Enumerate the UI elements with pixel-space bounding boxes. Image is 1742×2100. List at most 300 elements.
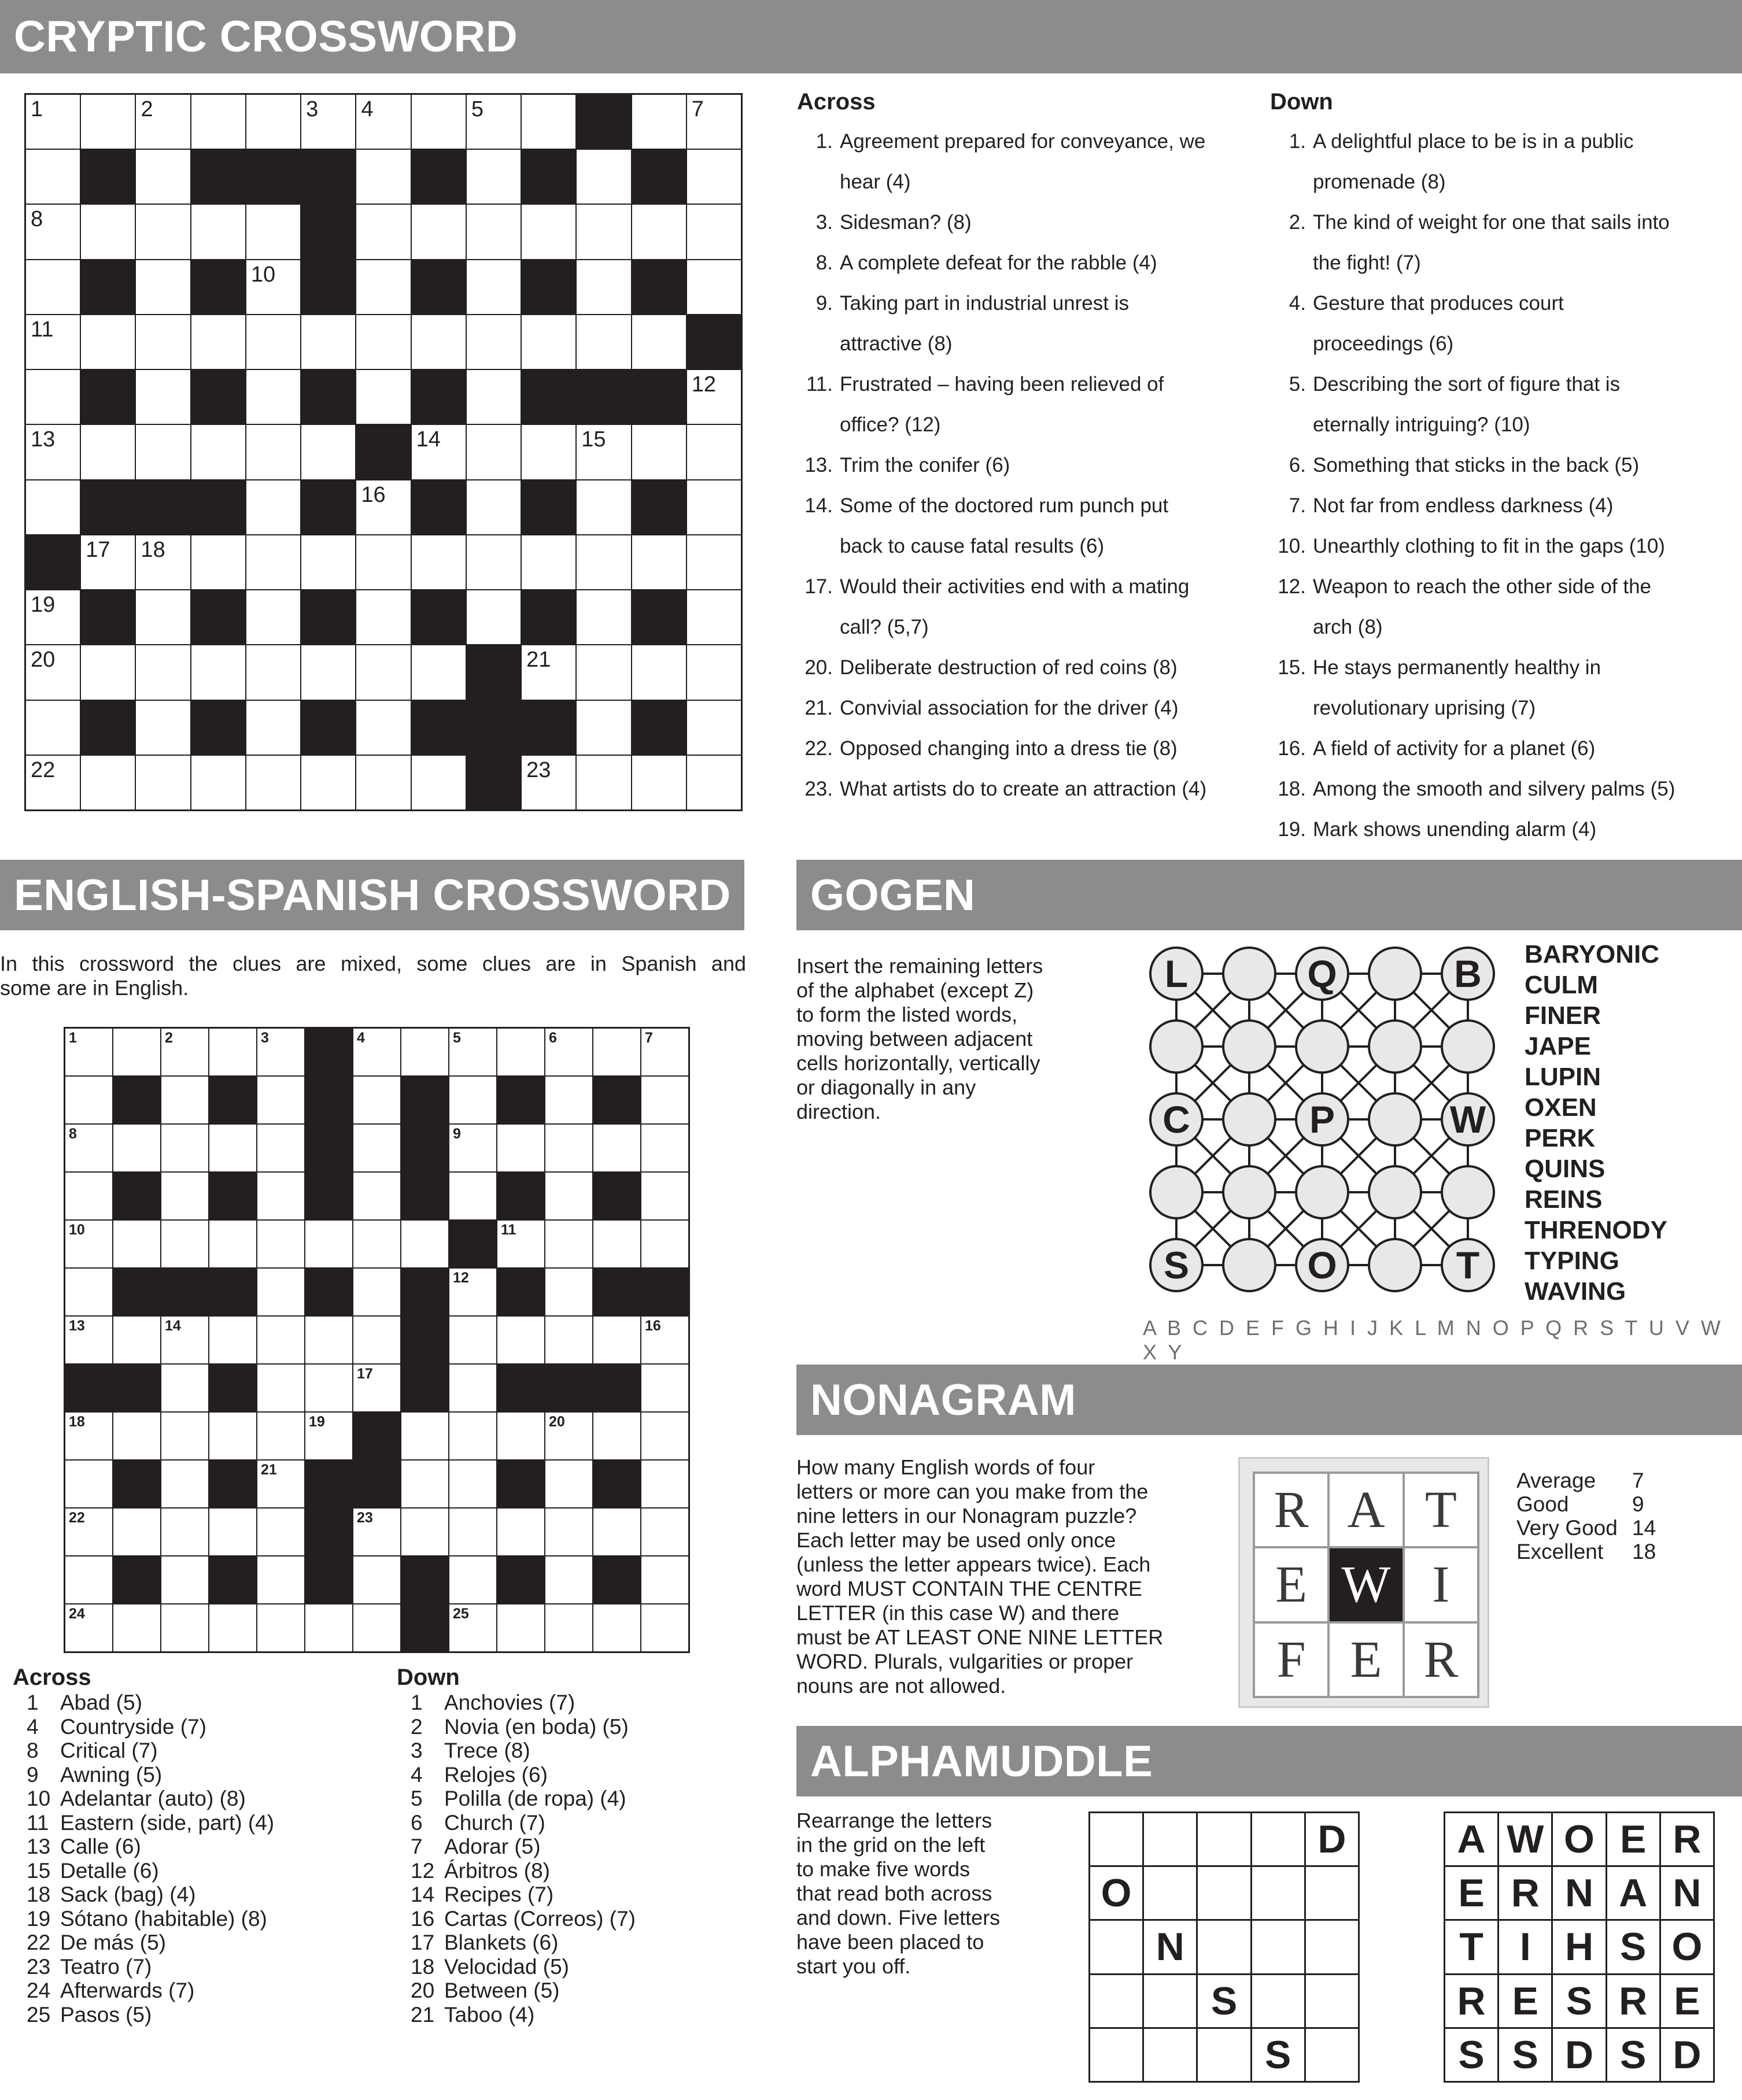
es-down-clue-text: Trece (8) [444,1739,530,1762]
es-down-clue-number: 5 [411,1787,423,1810]
cryptic-across-clue-text-line: back to cause fatal results (6) [840,535,1105,557]
cryptic-down-clue-number: 10. [1278,535,1306,557]
cryptic-clue-number: 23 [526,757,551,782]
alphamuddle-letter-cell: S [1553,1975,1605,2027]
cryptic-across-clue-number: 3. [815,211,833,234]
es-down-clue-number: 6 [411,1810,423,1835]
cryptic-across-clue-text-line: Frustrated – having been relieved of [840,373,1164,395]
cryptic-down-clue-text-line: The kind of weight for one that sails into [1313,211,1670,234]
nonagram-instruction-line: letters or more can you make from the [796,1480,1149,1503]
alphamuddle-letter-cell: S [1499,2029,1551,2081]
es-clue-number: 18 [69,1414,85,1430]
es-down-clue-text: Between (5) [444,1979,560,2002]
cryptic-down-clue-number: 12. [1278,575,1306,598]
alphamuddle-answer-cell[interactable] [1306,1867,1358,1919]
es-down-clue-text: Velocidad (5) [444,1954,569,1979]
cryptic-down-clue-number: 2. [1289,211,1306,234]
alphamuddle-answer-cell[interactable] [1090,2029,1142,2081]
nonagram-letter: T [1405,1474,1477,1546]
alphamuddle-letter-cell: A [1607,1867,1659,1919]
es-clue-number: 17 [357,1366,373,1382]
alphamuddle-instructions [796,1809,1000,1979]
nonagram-letter: R [1255,1474,1327,1546]
alphamuddle-letter-cell: R [1607,1975,1659,2027]
es-across-clue-number: 4 [27,1714,39,1739]
cryptic-across-clue-number: 23. [804,778,833,800]
es-down-clue-text: Polilla (de ropa) (4) [444,1787,626,1810]
alphamuddle-title: ALPHAMUDDLE [810,1736,1153,1786]
cryptic-across-clue-number: 1. [815,130,833,153]
gogen-instruction-line: cells horizontally, vertically [796,1051,1040,1075]
gogen-instruction-line: of the alphabet (except Z) [796,978,1034,1002]
nonagram-instruction-line: nouns are not allowed. [796,1674,1006,1698]
cryptic-down-clue-text-line: the fight! (7) [1313,252,1421,274]
alphamuddle-answer-cell[interactable] [1090,1921,1142,1973]
es-down-clue-text: Cartas (Correos) (7) [444,1906,636,1931]
nonagram-instruction-line: WORD. Plurals, vulgarities or proper [796,1650,1134,1673]
cryptic-across-clue-text-line: Deliberate destruction of red coins (8) [840,656,1178,679]
es-down-clue-text: Recipes (7) [444,1883,554,1906]
alphamuddle-letter-cell: E [1607,1813,1659,1865]
cryptic-clue-number: 16 [361,482,386,507]
cryptic-down-clue-text-line: Weapon to reach the other side of the [1313,575,1652,598]
cryptic-across-clue-number: 13. [804,454,833,476]
alphamuddle-letter-cell: E [1661,1975,1713,2027]
es-down-clue-number: 4 [411,1762,423,1787]
es-clue-number: 20 [549,1414,565,1430]
es-across-clue-text: Detalle (6) [60,1858,159,1883]
cryptic-across-clue-number: 17. [804,575,833,598]
alphamuddle-answer-cell[interactable] [1252,1813,1304,1865]
cryptic-clue-number: 7 [691,97,704,121]
cryptic-across-clue-number: 8. [815,252,833,274]
es-across-clue-text: Calle (6) [60,1835,141,1858]
es-clue-number: 5 [453,1030,461,1046]
nonagram-letter: F [1255,1624,1327,1696]
alphamuddle-answer-cell[interactable] [1198,2029,1250,2081]
es-across-clue-number: 10 [27,1787,51,1810]
cryptic-down-heading: Down [1270,89,1333,114]
alphamuddle-answer-cell[interactable] [1144,1867,1196,1919]
alphamuddle-answer-cell: O [1090,1867,1142,1919]
alphamuddle-letter-cell: R [1661,1813,1713,1865]
cryptic-down-clue-text-line: Describing the sort of figure that is [1313,373,1621,395]
cryptic-clue-number: 21 [526,648,551,672]
alphamuddle-answer-cell[interactable] [1090,1975,1142,2027]
es-across-clue-text: Adelantar (auto) (8) [60,1787,246,1810]
cryptic-across-clue-text-line: office? (12) [840,413,941,436]
alphamuddle-header [796,1726,1742,1796]
gogen-empty-cell[interactable] [1295,1165,1349,1219]
cryptic-down-clue-number: 6. [1289,454,1306,476]
es-clue-number: 8 [69,1126,77,1142]
gogen-word: BARYONIC [1525,940,1660,968]
gogen-word: THRENODY [1525,1216,1667,1244]
es-down-clue-number: 1 [411,1691,423,1714]
cryptic-down-clue-text-line: Among the smooth and silvery palms (5) [1313,778,1675,800]
cryptic-down-clue-number: 15. [1278,656,1306,679]
nonagram-instruction-line: How many English words of four [796,1455,1095,1479]
es-down-clue-number: 2 [411,1714,423,1739]
es-across-clue-number: 24 [27,1979,51,2002]
es-clue-number: 16 [645,1318,661,1334]
gogen-letter-cell: C [1149,1092,1204,1147]
nonagram-board [1238,1457,1489,1708]
cryptic-down-clue-text-line: Something that sticks in the back (5) [1313,454,1640,476]
es-down-clue-number: 12 [411,1858,435,1883]
cryptic-clue-number: 15 [581,427,606,452]
alphamuddle-answer-cell[interactable] [1252,1921,1304,1973]
nonagram-score-value: 14 [1632,1516,1656,1540]
alphamuddle-answer-cell: S [1252,2029,1304,2081]
cryptic-clue-number: 10 [250,262,276,287]
alphamuddle-letter-cell: S [1607,2029,1659,2081]
gogen-letter-cell: B [1441,947,1495,1001]
gogen-letter-cell: W [1441,1092,1495,1147]
cryptic-across-clue-text-line: Trim the conifer (6) [840,454,1010,476]
es-across-clue-text: Awning (5) [60,1762,163,1787]
cryptic-down-clue-text-line: arch (8) [1313,616,1383,638]
gogen-word: QUINS [1525,1155,1606,1183]
gogen-word: JAPE [1525,1032,1591,1060]
gogen-empty-cell[interactable] [1149,1165,1204,1219]
alphamuddle-letter-cell: S [1445,2029,1497,2081]
es-down-clue-text: Blankets (6) [444,1931,559,1954]
alphamuddle-answer-cell[interactable] [1252,1975,1304,2027]
es-clue-number: 12 [453,1270,469,1286]
es-clue-number: 23 [357,1510,373,1526]
nonagram-letter: I [1405,1548,1477,1621]
cryptic-clue-number: 5 [471,97,484,121]
es-down-clue-number: 7 [411,1835,423,1858]
alphamuddle-letter-cell: N [1661,1867,1713,1919]
gogen-instruction-line: moving between adjacent [796,1027,1033,1051]
cryptic-across-clue-number: 11. [806,373,833,395]
cryptic-down-clue-number: 7. [1289,494,1306,517]
nonagram-score-row [1516,1469,1656,1492]
gogen-empty-cell[interactable] [1222,1238,1276,1292]
es-across-clue-number: 1 [27,1691,39,1714]
cryptic-across-clue-text-line: Agreement prepared for conveyance, we [840,130,1206,153]
gogen-word: CULM [1525,971,1599,999]
nonagram-instruction-line: must be AT LEAST ONE NINE LETTER [796,1625,1164,1649]
gogen-empty-cell[interactable] [1295,1019,1349,1074]
alphamuddle-letter-cell: I [1499,1921,1551,1973]
alphamuddle-answer-cell[interactable] [1198,1813,1250,1865]
alphamuddle-answer-cell[interactable] [1306,2029,1358,2081]
es-across-clue-number: 22 [27,1931,51,1954]
cryptic-across-clue-text-line: Sidesman? (8) [840,211,972,234]
alphamuddle-answer-cell[interactable] [1252,1867,1304,1919]
alphamuddle-letter-cell: E [1499,1975,1551,2027]
es-clue-number: 6 [549,1030,557,1046]
alphamuddle-answer-cell[interactable] [1144,2029,1196,2081]
alphamuddle-letter-cell: R [1445,1975,1497,2027]
es-down-clue-number: 20 [411,1979,435,2002]
gogen-empty-cell[interactable] [1368,1019,1422,1074]
cryptic-across-clue-number: 22. [804,737,833,760]
es-across-clue-text: Teatro (7) [60,1954,152,1979]
gogen-empty-cell[interactable] [1222,947,1276,1001]
cryptic-down-clue-text-line: revolutionary uprising (7) [1313,697,1536,719]
alphamuddle-instruction-line: have been placed to [796,1930,984,1954]
cryptic-down-clue-number: 1. [1289,130,1306,153]
cryptic-across-clue-text-line: What artists do to create an attraction (4) [840,778,1207,800]
es-across-clue-text: Eastern (side, part) (4) [60,1810,275,1835]
alphamuddle-right-grid [1444,1811,1715,2083]
es-across-clue-number: 9 [27,1762,39,1787]
nonagram-score-label: Good [1516,1492,1569,1516]
gogen-word: LUPIN [1525,1063,1601,1091]
es-down-clue-text: Church (7) [444,1810,545,1835]
es-across-clue-number: 19 [27,1906,51,1931]
es-across-clue-text: Afterwards (7) [60,1979,195,2002]
es-clue-number: 22 [69,1510,85,1526]
cryptic-across-clue-text-line: call? (5,7) [840,616,929,638]
es-clue-number: 10 [69,1222,85,1238]
alphamuddle-answer-cell: S [1198,1975,1250,2027]
alphamuddle-answer-cell[interactable] [1306,1975,1358,2027]
es-across-clue-number: 13 [27,1835,51,1858]
gogen-word-list [1525,939,1667,1307]
es-down-clue-text: Árbitros (8) [444,1858,550,1883]
alphamuddle-letter-cell: W [1499,1813,1551,1865]
alphamuddle-letter-cell: N [1553,1867,1605,1919]
gogen-empty-cell[interactable] [1368,947,1422,1001]
nonagram-score-value: 9 [1632,1492,1644,1516]
gogen-letter-cell: O [1295,1238,1349,1292]
es-across-clue-text: Critical (7) [60,1739,158,1762]
cryptic-across-clue-text-line: Opposed changing into a dress tie (8) [840,737,1178,760]
gogen-instruction-line: to form the listed words, [796,1003,1018,1026]
nonagram-letter: R [1405,1624,1477,1696]
gogen-letter-cell: L [1149,947,1204,1001]
cryptic-down-clue-number: 4. [1289,292,1306,315]
es-across-clue-text: Sack (bag) (4) [60,1883,196,1906]
gogen-instruction-line: Insert the remaining letters [796,954,1043,978]
cryptic-down-clue-number: 18. [1278,778,1306,800]
es-down-clue-text: Adorar (5) [444,1835,541,1858]
nonagram-scores [1516,1469,1656,1563]
gogen-empty-cell[interactable] [1441,1019,1495,1074]
cryptic-down-clue-text-line: Unearthly clothing to fit in the gaps (10) [1313,535,1665,557]
cryptic-across-clue-text-line: Convivial association for the driver (4) [840,697,1179,719]
alphamuddle-letter-cell: S [1607,1921,1659,1973]
es-clue-number: 9 [453,1126,461,1142]
nonagram-letter: A [1330,1474,1402,1546]
es-across-clue-number: 15 [27,1858,51,1883]
cryptic-clue-number: 14 [416,427,441,452]
cryptic-across-clue-text-line: A complete defeat for the rabble (4) [840,252,1157,274]
cryptic-clue-number: 11 [31,317,54,342]
nonagram-instruction-line: nine letters in our Nonagram puzzle? [796,1504,1137,1528]
gogen-instruction-line: direction. [796,1100,881,1123]
cryptic-down-clue-text-line: proceedings (6) [1313,332,1454,355]
nonagram-letter: E [1255,1548,1327,1621]
gogen-word: WAVING [1525,1277,1626,1306]
alphamuddle-instruction-line: and down. Five letters [796,1906,1001,1929]
es-clue-number: 7 [645,1030,653,1046]
es-across-clue-text: Pasos (5) [60,2002,152,2027]
cryptic-clue-number: 17 [86,537,110,562]
cryptic-down-clue-text-line: promenade (8) [1313,171,1446,193]
es-clue-number: 19 [309,1414,325,1430]
alphamuddle-instruction-line: Rearrange the letters [796,1809,992,1832]
cryptic-across-clue-number: 20. [804,656,833,679]
cryptic-clue-number: 18 [141,537,165,562]
es-down-clue-number: 14 [411,1883,435,1906]
es-across-clue-number: 23 [27,1954,51,1979]
cryptic-clue-number: 4 [361,97,374,121]
alphamuddle-left-grid [1088,1811,1360,2083]
alphamuddle-letter-cell: D [1661,2029,1713,2081]
alphamuddle-answer-cell[interactable] [1198,1921,1250,1973]
nonagram-instruction-line: LETTER (in this case W) and there [796,1601,1120,1625]
cryptic-clue-number: 20 [31,648,56,672]
cryptic-title: CRYPTIC CROSSWORD [14,12,518,61]
gogen-letter-cell: S [1149,1238,1204,1292]
gogen-empty-cell[interactable] [1441,1165,1495,1219]
cryptic-down-clue-text-line: Not far from endless darkness (4) [1313,494,1614,517]
es-down-clue-number: 18 [411,1954,435,1979]
gogen-empty-cell[interactable] [1222,1165,1276,1219]
es-down-heading: Down [397,1665,460,1690]
cryptic-across-clue-number: 21. [804,697,833,719]
cryptic-down-clue-text-line: A delightful place to be is in a public [1313,130,1634,153]
es-clue-number: 11 [501,1222,516,1238]
alphamuddle-letter-cell: T [1445,1921,1497,1973]
cryptic-clue-number: 13 [31,427,56,452]
nonagram-instruction-line: Each letter may be used only once [796,1528,1116,1552]
cryptic-clue-number: 3 [306,97,319,121]
nonagram-header [796,1365,1742,1435]
cryptic-across-clue-text-line: attractive (8) [840,332,953,355]
gogen-letter-cell: P [1295,1092,1349,1147]
gogen-empty-cell[interactable] [1368,1238,1422,1292]
es-across-clue-number: 25 [27,2002,51,2027]
cryptic-clue-number: 1 [31,97,43,121]
cryptic-down-clue-number: 5. [1289,373,1306,395]
cryptic-across-heading: Across [797,89,876,114]
gogen-letter-cell: Q [1295,947,1349,1001]
es-across-clue-text: Sótano (habitable) (8) [60,1906,267,1931]
es-down-clue-number: 3 [411,1739,423,1762]
cryptic-down-clue-text-line: eternally intriguing? (10) [1313,413,1530,436]
es-clue-number: 3 [261,1030,269,1046]
nonagram-score-value: 18 [1632,1540,1656,1563]
alphamuddle-answer-cell[interactable] [1144,1975,1196,2027]
nonagram-score-row [1516,1540,1656,1563]
alphamuddle-instruction-line: that read both across [796,1881,992,1905]
gogen-word: REINS [1525,1185,1603,1214]
es-clue-number: 21 [261,1462,277,1478]
es-across-clue-number: 18 [27,1883,51,1906]
gogen-word: FINER [1525,1001,1601,1030]
cryptic-down-clue-text-line: A field of activity for a planet (6) [1313,737,1596,760]
gogen-empty-cell[interactable] [1222,1019,1276,1074]
cryptic-across-clue-text-line: Taking part in industrial unrest is [840,292,1129,315]
gogen-empty-cell[interactable] [1222,1092,1276,1147]
nonagram-instruction-line: word MUST CONTAIN THE CENTRE [796,1577,1143,1600]
cryptic-clue-number: 12 [691,372,717,397]
gogen-instruction-line: or diagonally in any [796,1075,976,1099]
cryptic-down-clue-number: 19. [1278,818,1306,841]
es-across-heading: Across [13,1665,91,1690]
es-down-clue-text: Relojes (6) [444,1762,548,1787]
es-across-clue-number: 11 [27,1810,49,1835]
nonagram-instructions [796,1455,1163,1698]
nonagram-letter: E [1330,1624,1402,1696]
es-clue-number: 24 [69,1606,85,1622]
gogen-word: OXEN [1525,1093,1597,1122]
es-across-clue-text: De más (5) [60,1931,166,1954]
nonagram-instruction-line: (unless the letter appears twice). Each [796,1552,1151,1576]
cryptic-across-clue-number: 14. [804,494,833,517]
cryptic-across-clue-number: 9. [815,292,833,315]
cryptic-down-clue-text-line: Gesture that produces court [1313,292,1564,315]
gogen-empty-cell[interactable] [1368,1092,1422,1147]
intro-line-1: In this crossword the clues are mixed, some clues are in Spanish and [0,952,746,975]
nonagram-title: NONAGRAM [810,1375,1076,1425]
cryptic-clue-number: 6 [581,97,594,121]
alphamuddle-answer-cell[interactable] [1198,1867,1250,1919]
alphamuddle-instruction-line: to make five words [796,1857,970,1881]
alphamuddle-instruction-line: start you off. [796,1954,911,1978]
nonagram-score-row [1516,1492,1656,1516]
nonagram-centre-letter: W [1330,1548,1402,1621]
gogen-word: TYPING [1525,1247,1619,1275]
cryptic-down-clue-number: 16. [1278,737,1306,760]
alphamuddle-letter-cell: O [1553,1813,1605,1865]
cryptic-across-clue-text-line: Some of the doctored rum punch put [840,494,1169,517]
alphamuddle-answer-cell: D [1306,1813,1358,1865]
gogen-title: GOGEN [810,870,976,920]
es-down-clue-text: Taboo (4) [444,2002,535,2027]
es-down-clue-text: Novia (en boda) (5) [444,1714,629,1739]
cryptic-down-clue-text-line: He stays permanently healthy in [1313,656,1601,679]
alphamuddle-answer-cell: N [1144,1921,1196,1973]
cryptic-across-clue-text-line: Would their activities end with a mating [840,575,1190,598]
alphamuddle-letter-cell: D [1553,2029,1605,2081]
intro-line-2: some are in English. [0,976,189,1000]
alphamuddle-answer-cell[interactable] [1090,1813,1142,1865]
nonagram-score-label: Average [1516,1469,1596,1492]
alphamuddle-letter-cell: H [1553,1921,1605,1973]
alphamuddle-letter-cell: O [1661,1921,1713,1973]
es-clue-number: 14 [165,1318,181,1334]
alphamuddle-letter-cell: E [1445,1867,1497,1919]
cryptic-clue-number: 2 [141,97,153,121]
alphamuddle-answer-cell[interactable] [1144,1813,1196,1865]
cryptic-clue-number: 8 [31,207,43,232]
es-clue-number: 15 [405,1318,421,1334]
es-clue-number: 4 [357,1030,365,1046]
es-down-clue-number: 17 [411,1931,435,1954]
es-clue-number: 1 [69,1030,77,1046]
es-down-clue-number: 21 [411,2002,435,2027]
gogen-empty-cell[interactable] [1368,1165,1422,1219]
alphamuddle-letter-cell: A [1445,1813,1497,1865]
nonagram-score-row [1516,1516,1656,1540]
es-down-clue-text: Anchovies (7) [444,1691,575,1714]
gogen-empty-cell[interactable] [1149,1019,1204,1074]
cryptic-clue-number: 9 [306,207,319,232]
alphamuddle-instruction-line: in the grid on the left [796,1833,986,1857]
nonagram-score-value: 7 [1632,1469,1644,1492]
nonagram-score-label: Very Good [1516,1516,1618,1540]
cryptic-clue-number: 22 [31,757,56,782]
alphamuddle-answer-cell[interactable] [1306,1921,1358,1973]
